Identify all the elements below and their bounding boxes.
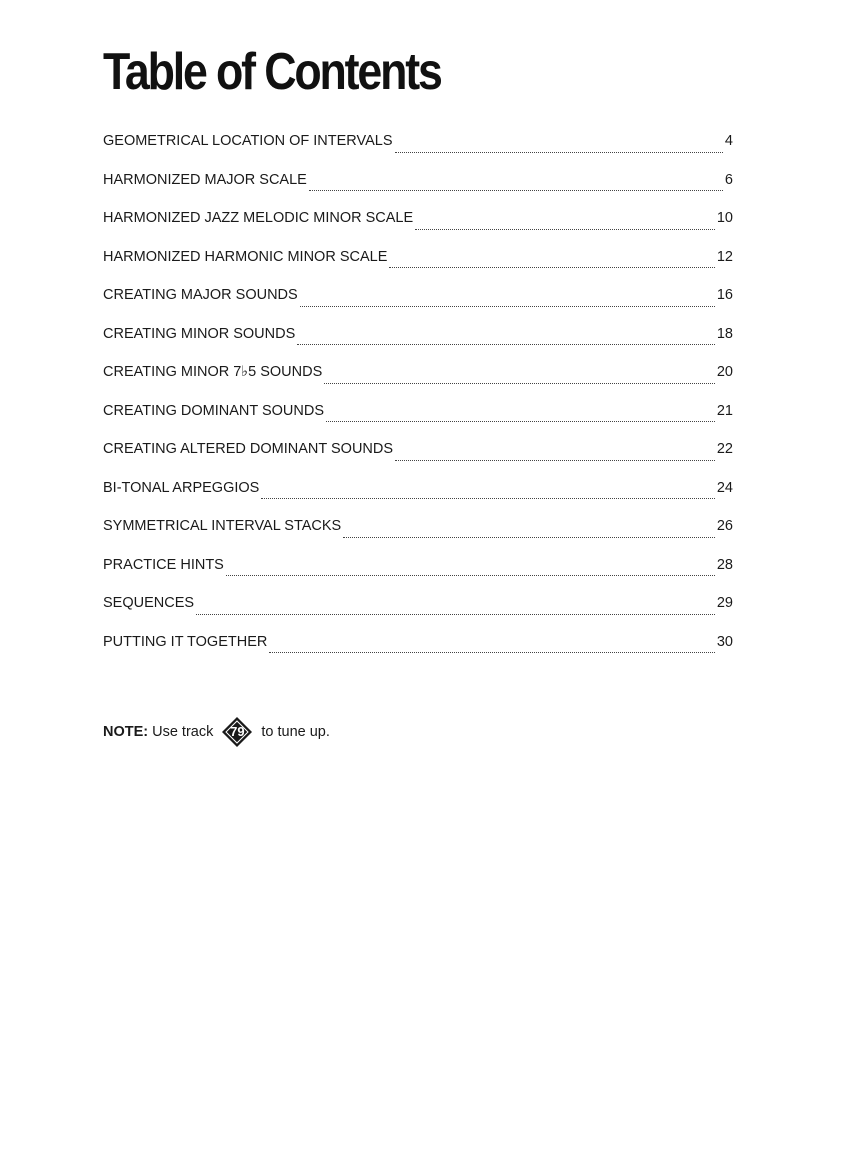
toc-entry[interactable] [103,515,733,554]
toc-entry[interactable] [103,323,733,362]
toc-entry[interactable] [103,477,733,516]
toc-entry-page-number: 12 [716,248,733,265]
toc-entry-page-number: 16 [716,287,733,303]
toc-entry-title: PRACTICE HINTS [103,556,224,573]
toc-entry-page-number: 30 [716,633,733,650]
dot-leader [196,614,715,615]
toc-entry-page-number: 10 [716,210,733,226]
toc-entry-title: CREATING MAJOR SOUNDS [103,287,298,303]
toc-entry-page-number: 26 [716,518,733,534]
track-number: 79 [230,724,245,739]
toc-entry-page-number: 21 [716,402,733,419]
dot-leader [269,652,715,653]
dot-leader [324,383,715,384]
toc-entry-page-number: 29 [716,595,733,611]
toc-entry-title: SYMMETRICAL INTERVAL STACKS [103,518,342,534]
toc-entry[interactable] [103,438,733,477]
toc-entry[interactable] [103,130,733,169]
dot-leader [326,421,715,422]
toc-entry-page-number: 28 [716,556,733,573]
toc-entry-page-number: 22 [716,441,733,457]
toc-entry-title: CREATING MINOR SOUNDS [103,325,296,342]
dot-leader [395,460,715,461]
toc-entry-title: HARMONIZED HARMONIC MINOR SCALE [103,248,388,265]
dot-leader [415,229,715,230]
diamond-track-icon [221,716,253,748]
note-text-before: Use track [152,724,214,740]
dot-leader [226,575,715,576]
toc-entry[interactable] [103,631,733,670]
toc-entry-title: HARMONIZED MAJOR SCALE [103,171,307,188]
toc-entry-title: PUTTING IT TOGETHER [103,633,268,650]
toc-entry-title: CREATING DOMINANT SOUNDS [103,402,325,419]
toc-entry-page-number: 18 [716,325,733,342]
toc-entry-page-number: 6 [724,171,733,188]
dot-leader [300,306,715,307]
dot-leader [389,267,714,268]
toc-entry[interactable] [103,284,733,323]
dot-leader [297,344,715,345]
note-label: NOTE: [103,724,149,740]
toc-entry-title: SEQUENCES [103,595,195,611]
table-of-contents [103,130,733,669]
toc-entry-title: CREATING ALTERED DOMINANT SOUNDS [103,441,394,457]
toc-entry[interactable] [103,592,733,631]
toc-entry[interactable] [103,169,733,208]
toc-entry-page-number: 20 [716,364,733,380]
toc-entry-title: HARMONIZED JAZZ MELODIC MINOR SCALE [103,210,414,226]
dot-leader [343,537,715,538]
toc-entry[interactable] [103,554,733,593]
toc-entry[interactable] [103,400,733,439]
toc-entry[interactable] [103,207,733,246]
toc-entry-title: GEOMETRICAL LOCATION OF INTERVALS [103,133,393,149]
note [103,716,330,748]
dot-leader [261,498,715,499]
dot-leader [395,152,723,153]
toc-entry-title: CREATING MINOR 7♭5 SOUNDS [103,364,323,380]
toc-entry-page-number: 24 [716,479,733,496]
toc-entry-title: BI-TONAL ARPEGGIOS [103,479,260,496]
dot-leader [309,190,723,191]
toc-entry[interactable] [103,361,733,400]
toc-entry-page-number: 4 [724,133,733,149]
page-title: Table of Contents [103,43,441,101]
toc-entry[interactable] [103,246,733,285]
note-text-after: to tune up. [261,724,330,740]
